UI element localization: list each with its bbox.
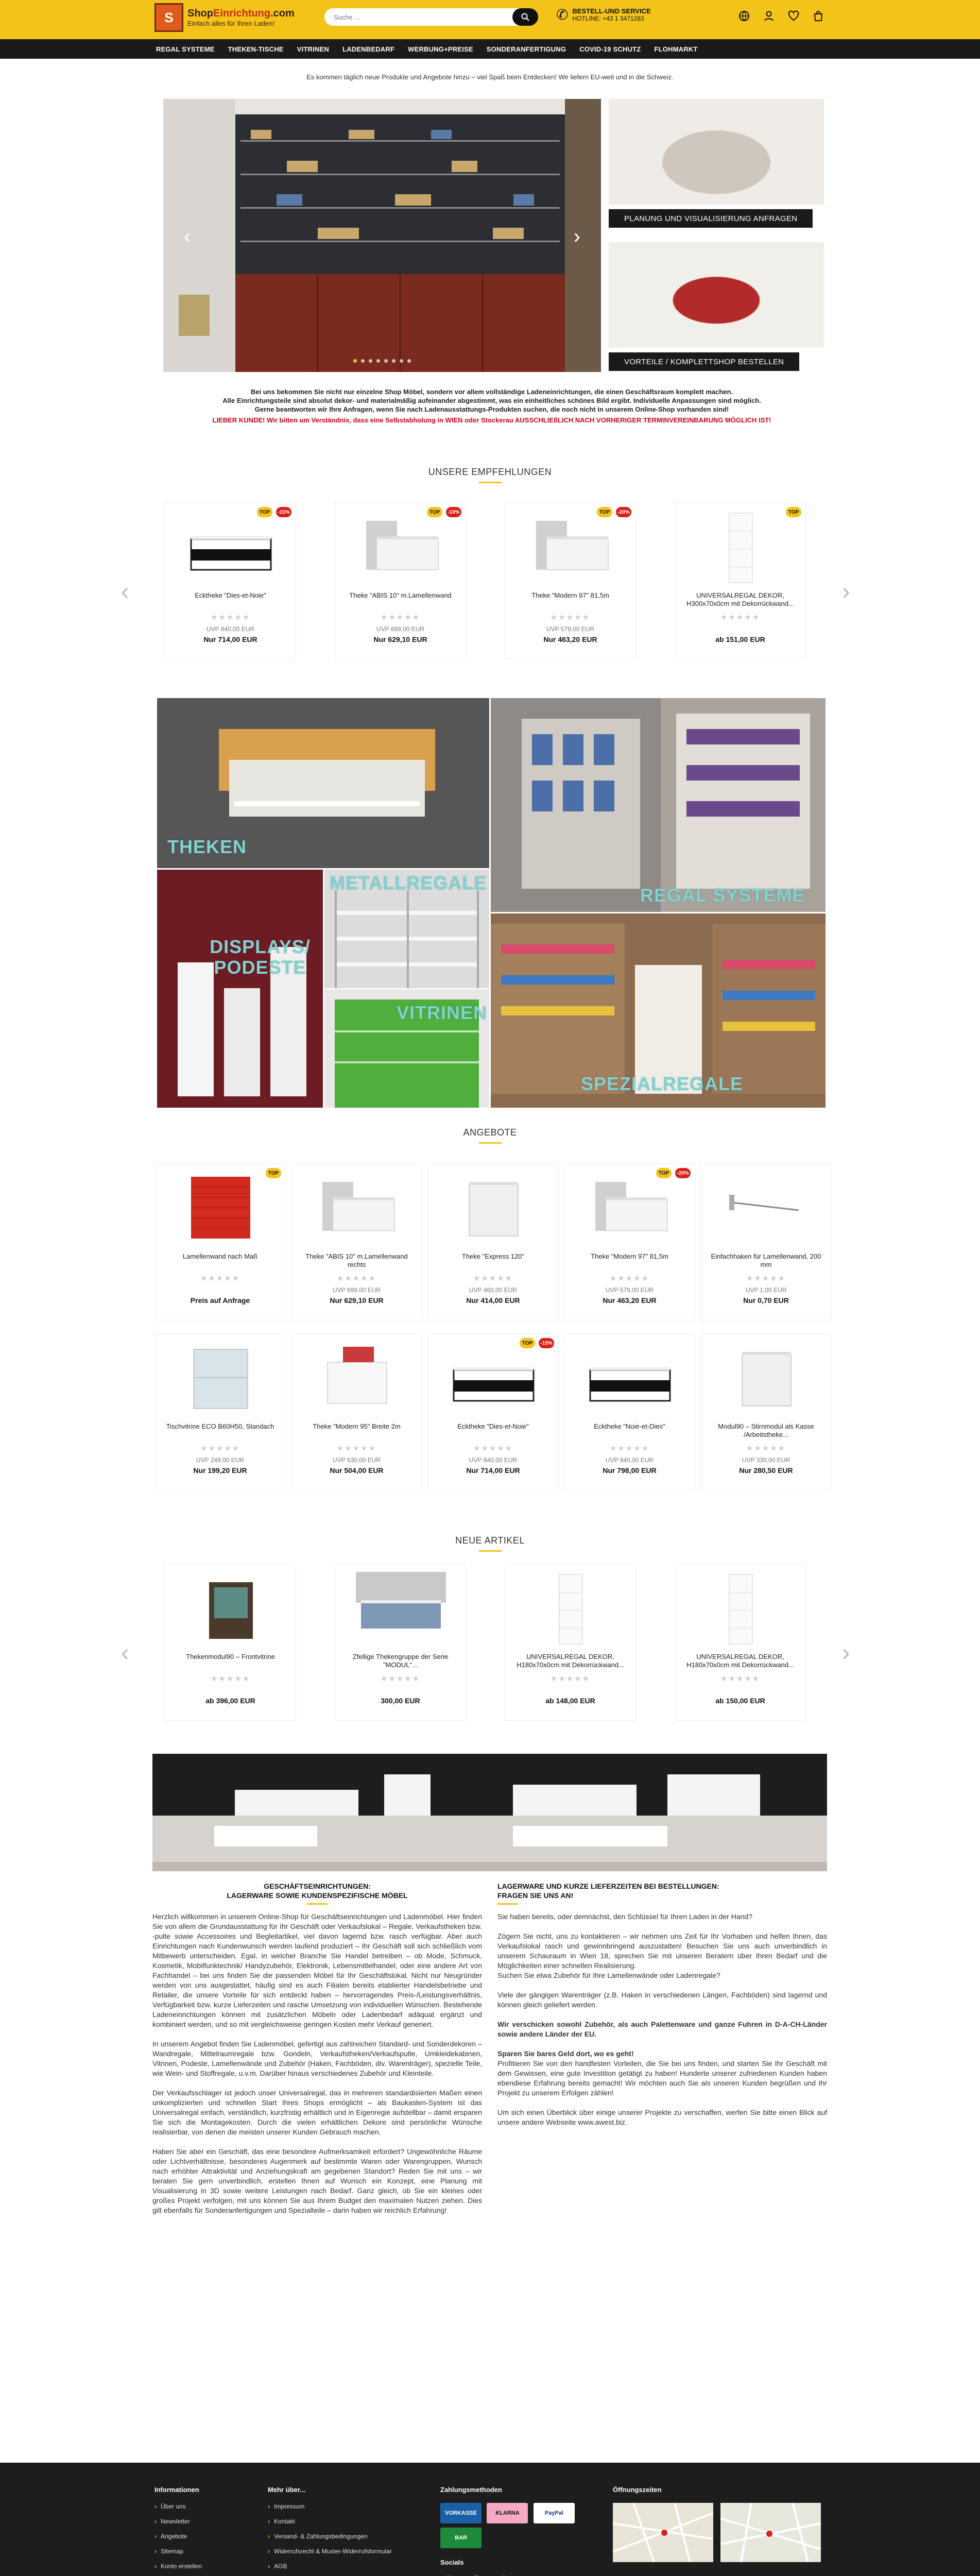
logo-tagline: Einfach alles für Ihren Laden!: [187, 20, 275, 27]
discount-badge: -15%: [539, 1338, 554, 1348]
hero-dot[interactable]: [369, 359, 372, 363]
product-price: Nur 714,00 EUR: [203, 635, 257, 643]
footer-col-more: [268, 2486, 392, 2576]
about-left-column: [152, 1882, 482, 2225]
product-name[interactable]: Theke "ABIS 10" m.Lamellenwand rechts: [305, 1252, 408, 1268]
category-tile-vitrinen[interactable]: [324, 989, 489, 1108]
product-image[interactable]: [186, 511, 276, 588]
category-tile-theken[interactable]: [157, 698, 489, 868]
product-image[interactable]: [312, 1342, 402, 1419]
product-card[interactable]: [154, 1333, 286, 1490]
header-icons: [737, 9, 825, 23]
product-rrp: UVP 840,00 EUR: [469, 1456, 518, 1464]
product-price: Nur 629,10 EUR: [373, 635, 427, 643]
footer-link[interactable]: › Über uns: [154, 2503, 202, 2510]
product-card[interactable]: [505, 1564, 636, 1721]
product-image[interactable]: [176, 1172, 266, 1249]
rating-stars-icon: ★★★★★: [200, 1444, 240, 1453]
rating-stars-icon: ★★★★★: [210, 1674, 251, 1683]
product-rrp: UVP 630,00 EUR: [332, 1456, 381, 1464]
hero-dot[interactable]: [361, 359, 365, 363]
hero-dot[interactable]: [392, 359, 396, 363]
globe-icon[interactable]: [737, 9, 751, 23]
product-card[interactable]: [700, 1333, 832, 1490]
product-price: Nur 0,70 EUR: [743, 1296, 789, 1304]
footer-link[interactable]: › Newsletter: [154, 2518, 202, 2525]
payment-prepayment-badge: VORKASSE: [440, 2503, 482, 2523]
footer-heading: Informationen: [154, 2486, 199, 2494]
cart-icon[interactable]: [812, 9, 825, 23]
hero-slider[interactable]: [163, 99, 601, 372]
phone-icon: ✆: [556, 7, 569, 23]
rating-stars-icon: ★★★★★: [550, 613, 591, 622]
product-image[interactable]: [585, 1342, 675, 1419]
nav-item-werbung-preise[interactable]: WERBUNG+PREISE: [408, 45, 473, 53]
carousel-prev-icon[interactable]: ‹: [121, 1639, 129, 1666]
product-price: Nur 414,00 EUR: [466, 1296, 520, 1304]
footer-col-information: [154, 2486, 202, 2576]
top-badge: TOP: [257, 507, 272, 517]
top-badge: TOP: [520, 1338, 535, 1348]
hero-prev-arrow[interactable]: ‹: [184, 225, 191, 248]
footer-col-payment: [440, 2486, 584, 2576]
search-button[interactable]: [512, 8, 538, 26]
hero-dot[interactable]: [376, 359, 380, 363]
product-card[interactable]: [335, 502, 466, 659]
product-card[interactable]: [505, 502, 636, 659]
rating-stars-icon: ★★★★★: [609, 1444, 650, 1453]
product-card[interactable]: [564, 1333, 695, 1490]
intro-line: Bei uns bekommen Sie nicht nur einzelne Shop Möbel, sondern vor allem vollständige Ladeneinrichtungen, die einen Geschäftsraum komplett machen.: [250, 388, 733, 396]
rating-stars-icon: ★★★★★: [720, 1674, 761, 1683]
logo-text-accent: Einrichtung: [213, 8, 271, 19]
product-rrp: UVP 840,00 EUR: [206, 625, 255, 633]
nav-item-regal-systeme[interactable]: REGAL SYSTEME: [156, 45, 215, 53]
product-card[interactable]: [564, 1163, 695, 1320]
product-rrp: UVP 249,00 EUR: [196, 1456, 245, 1464]
about-banner-image: [152, 1754, 827, 1871]
advantages-tile[interactable]: [609, 242, 824, 371]
product-name[interactable]: Lamellenwand nach Maß: [182, 1252, 258, 1260]
product-name[interactable]: Theke "Modern 97" 81,5m: [591, 1252, 668, 1260]
about-right-column: [497, 1882, 827, 2137]
category-label: THEKEN: [167, 836, 247, 857]
about-paragraph: In unserem Angebot finden Sie Ladenmöbel, gefertigt aus zahlreichen Standard- und Sonderdekoren – Wandregale, Mittelraumregale bzw. Gondeln, Verkaufstheken/Verkaufspulte, Umkleidekabinen, Vitrinen, Podeste, Lamellenwände und Zubehör (Haken, Fachböden, div. Warenträger), spezielle Teile, wie Wein- und Stoffregale, u.v.m. Darüber hinaus verschiedenes Zubehör und Kleinteile.: [152, 2040, 482, 2077]
product-price: Nur 714,00 EUR: [466, 1466, 520, 1475]
product-image[interactable]: [585, 1172, 675, 1249]
product-rrp: UVP 1,00 EUR: [745, 1286, 787, 1294]
rating-stars-icon: ★★★★★: [550, 1674, 591, 1683]
footer-link[interactable]: › Konto erstellen: [154, 2563, 202, 2570]
product-name[interactable]: Ecktheke "Noie-et-Dies": [594, 1422, 665, 1430]
footer-link[interactable]: › Versand- & Zahlungsbedingungen: [268, 2533, 392, 2540]
search-input[interactable]: [324, 8, 510, 26]
section-title-offers: ANGEBOTE: [0, 1127, 980, 1144]
product-price: Nur 798,00 EUR: [603, 1466, 657, 1475]
top-badge: TOP: [597, 507, 612, 517]
product-rrp: UVP 460,00 EUR: [469, 1286, 518, 1294]
search-icon: [521, 13, 529, 21]
advantages-tile-label[interactable]: VORTEILE / KOMPLETTSHOP BESTELLEN: [609, 352, 799, 371]
product-price: Nur 504,00 EUR: [330, 1466, 384, 1475]
heart-icon[interactable]: [787, 9, 800, 23]
footer-link[interactable]: › Sitemap: [154, 2548, 202, 2555]
product-name[interactable]: Ecktheke "Dies-et-Noie": [195, 591, 266, 599]
rating-stars-icon: ★★★★★: [746, 1274, 786, 1283]
product-image[interactable]: [721, 1342, 812, 1419]
product-name[interactable]: Theke "ABIS 10" m.Lamellenwand: [349, 591, 452, 599]
product-image[interactable]: [356, 511, 446, 588]
product-price: Nur 629,10 EUR: [330, 1296, 384, 1304]
product-name[interactable]: Thekenmodul90 – Frontvitrine: [186, 1653, 275, 1660]
product-card[interactable]: [165, 1564, 296, 1721]
payment-paypal-badge: PayPal: [534, 2503, 575, 2523]
product-image[interactable]: [186, 1572, 276, 1649]
footer-link[interactable]: › Angebote: [154, 2533, 202, 2540]
product-rrp: UVP 330,00 EUR: [742, 1456, 790, 1464]
hotline: [556, 6, 651, 23]
product-card[interactable]: [675, 502, 806, 659]
footer-heading: Öffnungszeiten: [613, 2486, 662, 2494]
pickup-warning: LIEBER KUNDE! Wir bitten um Verständnis, dass eine Selbstabholung in WIEN oder Stockerau AUSSCHLIEßLICH NACH VORHERIGER TERMINVEREINBARUNG MÖGLICH IST!: [212, 416, 771, 424]
footer-link[interactable]: › Kontakt: [268, 2518, 392, 2525]
intro-text: [154, 387, 829, 425]
product-price: Nur 199,20 EUR: [193, 1466, 247, 1475]
product-rrp: UVP 699,00 EUR: [376, 625, 425, 633]
about-paragraph: Um sich einen Überblick über einige unserer Projekte zu verschaffen, werfen Sie bitte einen Blick auf unsere andere Webseite www.awest.biz.: [497, 2108, 827, 2126]
footer-link[interactable]: › Impressum: [268, 2503, 392, 2510]
carousel-next-icon[interactable]: ›: [842, 1639, 850, 1666]
category-label: SPEZIALREGALE: [581, 1073, 744, 1094]
nav-item-ladenbedarf[interactable]: LADENBEDARF: [342, 45, 395, 53]
product-price: 300,00 EUR: [381, 1697, 420, 1705]
top-header: [0, 0, 980, 39]
rating-stars-icon: ★★★★★: [473, 1444, 513, 1453]
about-paragraph: Sie haben bereits, oder demnächst, den Schlüssel für Ihren Laden in der Hand?: [497, 1912, 752, 1921]
category-label: DISPLAYS/ PODESTE: [210, 936, 311, 978]
category-tile-metallregale[interactable]: [324, 870, 489, 988]
product-name[interactable]: Einfachhaken für Lamellenwand, 200 mm: [711, 1252, 821, 1268]
about-paragraph: Haben Sie aber ein Geschäft, das eine besondere Aufmerksamkeit erfordert? Ungewöhnliche Räume oder Lichtverhältnisse, besonderes Augenmerk auf bestimmte Waren oder Warengruppen, Wunsch nach erhöhter Attraktivität und Anziehungskraft am gegebenen Standort? Reden Sie mit uns – wir beraten Sie gern unverbindlich, erstellen Ihnen auf Wunsch ein Konzept, eine Planung mit Visualisierung in 3D sowie weitere Leistungen nach Bedarf. Ganz gleich, ob Sie ein kleines oder großes Projekt verfolgen, mit uns können Sie aus Ihrem Budget den maximalen Nutzen ziehen. Dies gilt ebenfalls für Sonderanfertigungen und Spezialteile – darin haben wir reichlich Erfahrung!: [152, 2147, 482, 2214]
product-price: ab 396,00 EUR: [205, 1697, 255, 1705]
product-name[interactable]: UNIVERSALREGAL DEKOR, H300x70x0cm mit Dekorrückwand...: [686, 591, 794, 607]
rating-stars-icon: ★★★★★: [336, 1444, 377, 1453]
category-label: REGAL SYSTEME: [640, 885, 805, 906]
about-paragraph: Viele der gängigen Warenträger (z.B. Haken in verschiedenen Längen, Fachböden) sind lagernd und können gleich geliefert werden.: [497, 1991, 827, 2009]
hero-dot[interactable]: [353, 359, 357, 363]
intro-line: Alle Einrichtungsteile sind absolut dekor- und materialmäßig aufeinander abgestimmt, was ein einheitliches schönes Bild ergibt. Individuelle Anpassungen sind möglich.: [222, 397, 761, 404]
category-label: VITRINEN: [397, 1002, 488, 1023]
product-rrp: UVP 840,00 EUR: [605, 1456, 654, 1464]
top-badge: TOP: [427, 507, 442, 517]
about-paragraph: Der Verkaufsschlager ist jedoch unser Universalregal, das in mehreren standardisierten Maßen einen unkomplizierten und schnellen Start Ihres Shops ermöglicht – als Baukasten-System ist das Universalregal einfach, verständlich, kurzfristig erhältlich und in Eigenregie aufstellbar – damit ersparen Sie sich die Montagekosten. Durch die vielen erhältlichen Dekore sind persönliche Wünsche realisierbar, von denen die meisten unserer Kunden Gebrauch machen.: [152, 2089, 482, 2136]
product-name[interactable]: Theke "Modern 97" 81,5m: [531, 591, 609, 599]
intro-line: Gerne beantworten wir Ihre Anfragen, wenn Sie nach Ladenausstattungs-Produkten suchen, die noch nicht in unserem Online-Shop vorhanden sind!: [254, 405, 729, 413]
about-paragraph: Herzlich willkommen in unserem Online-Shop für Geschäftseinrichtungen und Ladenmöbel. Hier finden Sie von allem die Grundausstattung für Ihr Geschäft oder Verkaufslokal – Regale, Verkaufstheken bzw. -pulte sowie Accessoires und Begleitartikel, viel davon lagernd bzw. rasch verfügbar. Aber auch Einrichtungen nach Kundenwunsch werden laufend produziert – Ihr Geschäft soll sich schließlich vom Mitbewerb unterscheiden. Egal, in welcher Branche Sie Handel betreiben – ob Mode, Schmuck, Kosmetik, Mobilfunktechnik/ Handyzubehör, Elektronik, Lebensmittelhandel, oder eine andere Art von Fachhandel – bei uns finden Sie die passenden Möbel für Ihr Geschäftslokal. Nicht nur Neugründer werden von uns ausgestattet, häufig sind es auch Filialen bereits etablierter Handelsbetriebe und Retailer, die unsere Vorteile für sich entdeckt haben – hervorragendes Preis-/Leistungsverhältnis, Verfügbarkeit bzw. kurze Lieferzeiten und rasche Umsetzung von individuellen Wünschen. Bestehende Ladeneinrichtungen können mit zusätzlichen Möbeln oder Ladenbedarf adäquat ergänzt und kombiniert werden, und so mit vergleichsweise geringen Kosten mehr Verkauf generiert.: [152, 1912, 483, 2028]
logo-text-main: Shop: [187, 8, 213, 19]
hero-next-arrow[interactable]: ›: [573, 225, 580, 248]
info-notice: Es kommen täglich neue Produkte und Angebote hinzu – viel Spaß beim Entdecken! Wir liefern EU-weit und in die Schweiz.: [306, 73, 674, 81]
carousel-prev-icon[interactable]: ‹: [121, 578, 129, 604]
category-tile-regal-systeme[interactable]: [491, 698, 826, 912]
top-badge: TOP: [266, 1168, 281, 1178]
rating-stars-icon: ★★★★★: [336, 1274, 377, 1283]
hotline-number[interactable]: HOTLINE: +43 1 3471283: [572, 15, 644, 22]
category-mosaic: [157, 698, 826, 1108]
discount-badge: -15%: [276, 507, 291, 517]
product-image[interactable]: [696, 1572, 786, 1649]
search-bar: [324, 8, 538, 26]
discount-badge: -10%: [446, 507, 461, 517]
product-card[interactable]: [335, 1564, 466, 1721]
logo-text-tld: .com: [270, 8, 295, 19]
product-name[interactable]: Tischvitrine ECO B60H50, Standach: [166, 1422, 274, 1430]
product-price: Nur 463,20 EUR: [543, 635, 597, 643]
nav-item-sonderanfertigung[interactable]: SONDERANFERTIGUNG: [486, 45, 566, 53]
about-right-title: LAGERWARE UND KURZE LIEFERZEITEN BEI BESTELLUNGEN: FRAGEN SIE UNS AN!: [497, 1882, 827, 1905]
product-image[interactable]: [721, 1172, 812, 1249]
product-price: ab 150,00 EUR: [715, 1697, 765, 1705]
product-image[interactable]: [449, 1172, 539, 1249]
rating-stars-icon: ★★★★★: [609, 1274, 650, 1283]
product-price: ab 151,00 EUR: [715, 635, 765, 643]
planning-tile-label[interactable]: PLANUNG UND VISUALISIERUNG ANFRAGEN: [609, 209, 813, 228]
top-badge: TOP: [786, 507, 801, 517]
discount-badge: -20%: [616, 507, 631, 517]
map-stockerau[interactable]: [720, 2503, 821, 2562]
footer-heading: Socials: [440, 2558, 464, 2566]
product-image[interactable]: [696, 511, 786, 588]
product-card[interactable]: [165, 502, 296, 659]
product-card[interactable]: [427, 1333, 559, 1490]
section-title-new: NEUE ARTIKEL: [0, 1535, 980, 1552]
product-image[interactable]: [526, 511, 616, 588]
planning-tile[interactable]: [609, 99, 824, 228]
product-price: Preis auf Anfrage: [190, 1296, 250, 1304]
category-tile-displays[interactable]: [157, 870, 323, 1108]
nav-item-theken-tische[interactable]: THEKEN-TISCHE: [228, 45, 284, 53]
carousel-next-icon[interactable]: ›: [842, 578, 850, 604]
rating-stars-icon: ★★★★★: [746, 1444, 786, 1453]
hotline-title: BESTELL-UND SERVICE: [572, 7, 651, 15]
product-name[interactable]: Modul90 – Stirnmodul als Kasse /Arbeitstheke...: [718, 1422, 814, 1438]
product-card[interactable]: [675, 1564, 806, 1721]
user-icon[interactable]: [762, 9, 776, 23]
planning-image: [609, 99, 824, 205]
product-name[interactable]: Zfellige Thekengruppe der Serie "MODUL"...: [352, 1653, 449, 1669]
main-navigation: [0, 39, 980, 59]
product-card[interactable]: [291, 1163, 422, 1320]
footer-col-hours: [613, 2486, 829, 2562]
hero-image: [163, 99, 601, 372]
product-card[interactable]: [291, 1333, 422, 1490]
product-price: ab 148,00 EUR: [545, 1697, 595, 1705]
category-tile-spezialregale[interactable]: [491, 913, 826, 1108]
rating-stars-icon: ★★★★★: [380, 613, 421, 622]
about-paragraph: Wir verschicken sowohl Zubehör, als auch Palettenware und ganze Fuhren in D-A-CH-Länder sowie andere Länder der EU.: [497, 2020, 827, 2038]
rating-stars-icon: ★★★★★: [473, 1274, 513, 1283]
hero-dot[interactable]: [407, 359, 411, 363]
product-rrp: UVP 579,00 EUR: [605, 1286, 654, 1294]
payment-klarna-badge: KLARNA: [487, 2503, 528, 2523]
product-name[interactable]: UNIVERSALREGAL DEKOR, H180x70x0cm mit Dekorrückwand...: [686, 1653, 794, 1669]
rating-stars-icon: ★★★★★: [720, 613, 761, 622]
about-paragraph: Zögern Sie nicht, uns zu kontaktieren – wir nehmen uns Zeit für Ihr Vorhaben und helfen Ihnen, das Verkaufslokal rasch und gewinnbringend auszustatten! Besuchen Sie uns auch unverbindlich in unserem Schauraum in Wien 18, sprechen Sie mit unseren Beratern über Ihren Bedarf und die Möglichkeiten einer schnellen Realisierung. Suchen Sie etwa Zubehör für Ihre Lamellenwände oder Ladenregale?: [497, 1932, 827, 1979]
product-price: Nur 463,20 EUR: [603, 1296, 657, 1304]
product-name[interactable]: Theke "Express 120": [461, 1252, 525, 1260]
logo-mark: S: [154, 3, 183, 32]
site-footer: [0, 2463, 980, 2576]
discount-badge: -20%: [675, 1168, 691, 1178]
product-price: Nur 280,50 EUR: [739, 1466, 793, 1475]
product-card[interactable]: [427, 1163, 559, 1320]
product-name[interactable]: Theke "Modern 95" Breite 2m: [313, 1422, 401, 1430]
nav-item-vitrinen[interactable]: VITRINEN: [297, 45, 329, 53]
product-image[interactable]: [449, 1342, 539, 1419]
top-badge: TOP: [656, 1168, 672, 1178]
payment-cash-badge: BAR: [440, 2528, 482, 2548]
nav-item-covid-19-schutz[interactable]: COVID-19 SCHUTZ: [579, 45, 641, 53]
rating-stars-icon: ★★★★★: [210, 613, 251, 622]
product-name[interactable]: Ecktheke "Dies-et-Noie": [457, 1422, 529, 1430]
section-title-recommendations: UNSERE EMPFEHLUNGEN: [0, 467, 980, 483]
category-label: METALLREGALE: [330, 872, 487, 893]
product-rrp: UVP 579,00 EUR: [546, 625, 595, 633]
footer-heading: Zahlungsmethoden: [440, 2486, 502, 2494]
product-rrp: UVP 699,00 EUR: [332, 1286, 381, 1294]
hero-dot[interactable]: [400, 359, 403, 363]
nav-item-flohmarkt[interactable]: FLOHMARKT: [654, 45, 698, 53]
product-image[interactable]: [356, 1572, 446, 1649]
footer-link[interactable]: › AGB: [268, 2563, 392, 2570]
site-logo[interactable]: [154, 3, 295, 32]
product-image[interactable]: [176, 1342, 266, 1419]
rating-stars-icon: ★★★★★: [200, 1274, 240, 1283]
product-card[interactable]: [154, 1163, 286, 1320]
hero-dot[interactable]: [384, 359, 388, 363]
about-left-title: GESCHÄFTSEINRICHTUNGEN: LAGERWARE SOWIE KUNDENSPEZIFISCHE MÖBEL: [152, 1882, 482, 1905]
footer-heading: Mehr über...: [268, 2486, 305, 2494]
about-paragraph: Sparen Sie bares Geld dort, wo es geht! Profitieren Sie von den handfesten Vorteilen, die Sie bei uns finden, und starten Sie Ihr Geschäft mit dem Gewissen, eine gute Investition getätigt zu haben! Hunderte unserer zufriedenen Kunden haben ebendiese Erfahrung bereits gemacht! Wir möchten auch Sie als unseren Kunden begrüßen und Ihr Projekt zu unserem Erfolgen zählen!: [497, 2049, 827, 2097]
rating-stars-icon: ★★★★★: [380, 1674, 421, 1683]
advantages-image: [609, 242, 824, 348]
hero-pagination: [163, 359, 601, 363]
footer-link[interactable]: › Widerrufsrecht & Muster-Widerrufsformular: [268, 2548, 392, 2555]
product-image[interactable]: [312, 1172, 402, 1249]
product-image[interactable]: [526, 1572, 616, 1649]
map-vienna-18[interactable]: [613, 2503, 713, 2562]
product-name[interactable]: UNIVERSALREGAL DEKOR, H180x70x0cm mit Dekorrückwand...: [517, 1653, 624, 1669]
product-card[interactable]: [700, 1163, 832, 1320]
